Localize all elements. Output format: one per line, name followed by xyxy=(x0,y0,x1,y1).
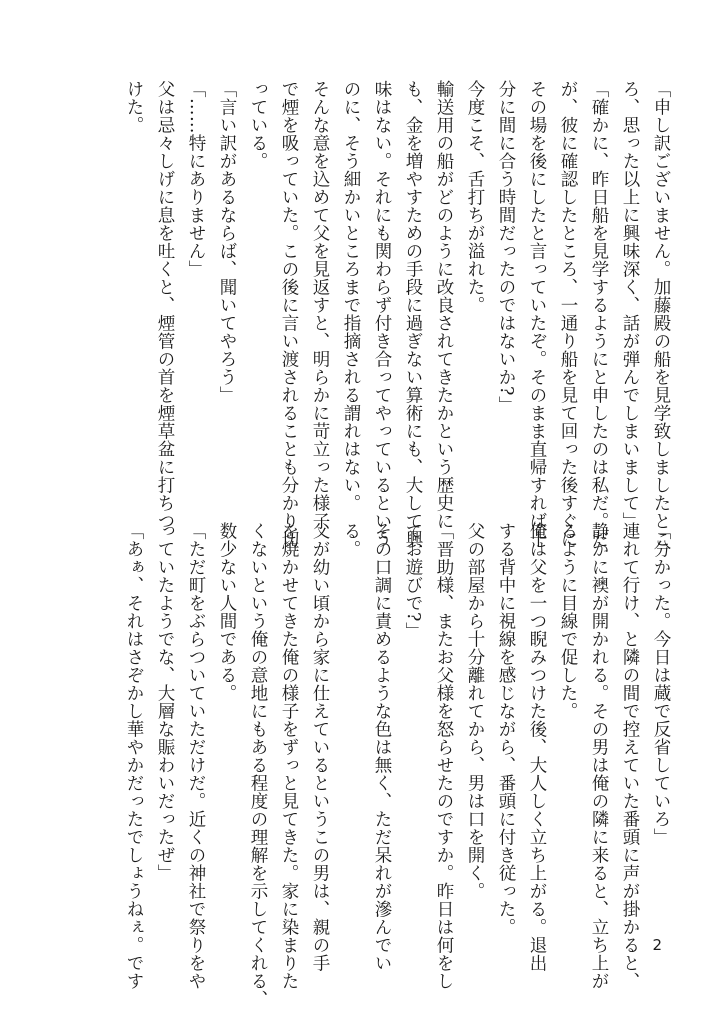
text-line: ろ、思った以上に興味深く、話が弾んでしまいまして」 xyxy=(620,80,640,530)
text-line: るように目線で促した。 xyxy=(558,522,578,720)
text-line: 「あぁ、それはさぞかし華やかだったでしょうねぇ。です xyxy=(124,522,144,990)
text-line: その口調に責めるような色は無く、ただ呆れが滲んでい xyxy=(372,522,392,972)
text-line: を焼かせてきた俺の様子をずっと見てきた。家に染まりた xyxy=(279,522,299,990)
text-line: のに、そう細かいところまで指摘される謂れはない。 xyxy=(341,80,361,512)
text-line: 「ただ町をぶらついていただけだ。近くの神社で祭りをや xyxy=(186,522,206,990)
text-line: そんな意を込めて父を見返すと、明らかに苛立った様子 xyxy=(310,80,330,530)
text-line: 「晋助様、またお父様を怒らせたのですか。昨日は何をし xyxy=(434,522,454,990)
text-line: 「言い訳があるならば、聞いてやろう」 xyxy=(217,80,237,404)
text-line: 俺は父を一つ睨みつけた後、大人しく立ち上がる。退出 xyxy=(527,522,547,972)
text-line: 数少ない人間である。 xyxy=(217,522,237,702)
text-line: くないという俺の意地にもある程度の理解を示してくれる、 xyxy=(248,522,268,1008)
lower-text-block xyxy=(124,522,676,1008)
text-line: 父が幼い頃から家に仕えているというこの男は、親の手 xyxy=(310,522,330,972)
text-line: っている。 xyxy=(248,80,268,170)
text-line: けた。 xyxy=(124,80,144,134)
text-line: 「確かに、昨日船を見学するようにと申したのは私だ。だ xyxy=(589,80,609,548)
text-line: 父の部屋から十分離れてから、男は口を開く。 xyxy=(465,522,485,900)
text-line: 静かに襖が開かれる。その男は俺の隣に来ると、立ち上が xyxy=(589,522,609,990)
text-line: で煙を吸っていた。この後に言い渡されることも分かり切 xyxy=(279,80,299,548)
text-line: 今度こそ、舌打ちが溢れた。 xyxy=(465,80,485,314)
text-line: 父は忌々しげに息を吐くと、煙管の首を煙草盆に打ちつ xyxy=(155,80,175,530)
text-line: が、彼に確認したところ、一通り船を見て回った後すぐに xyxy=(558,80,578,548)
text-line: 分に間に合う時間だったのではないか?」 xyxy=(496,80,516,414)
text-line: る。 xyxy=(341,522,361,558)
text-line: 輸送用の船がどのように改良されてきたかという歴史に xyxy=(434,80,454,530)
page-number: 2 xyxy=(652,936,662,954)
text-line: 味はない。それにも関わらず付き合ってやっているという xyxy=(372,80,392,548)
upper-text-block xyxy=(124,80,676,548)
text-line: 「……特にありません」 xyxy=(186,80,206,278)
text-line: その場を後にしたと言っていたぞ。そのまま直帰すれば十 xyxy=(527,80,547,548)
text-line: も、金を増やすための手段に過ぎない算術にも、大して興 xyxy=(403,80,423,548)
text-line: っていたようでな、大層な賑わいだったぜ」 xyxy=(155,522,175,882)
text-line: てお遊びで?」 xyxy=(403,522,423,640)
text-line: 「申し訳ございません。加藤殿の船を見学致しましたとこ xyxy=(651,80,671,548)
text-line: する背中に視線を感じながら、番頭に付き従った。 xyxy=(496,522,516,936)
text-line: 「分かった。今日は蔵で反省していろ」 xyxy=(651,522,671,846)
text-line: 連れて行け、と隣の間で控えていた番頭に声が掛かると、 xyxy=(620,522,640,990)
